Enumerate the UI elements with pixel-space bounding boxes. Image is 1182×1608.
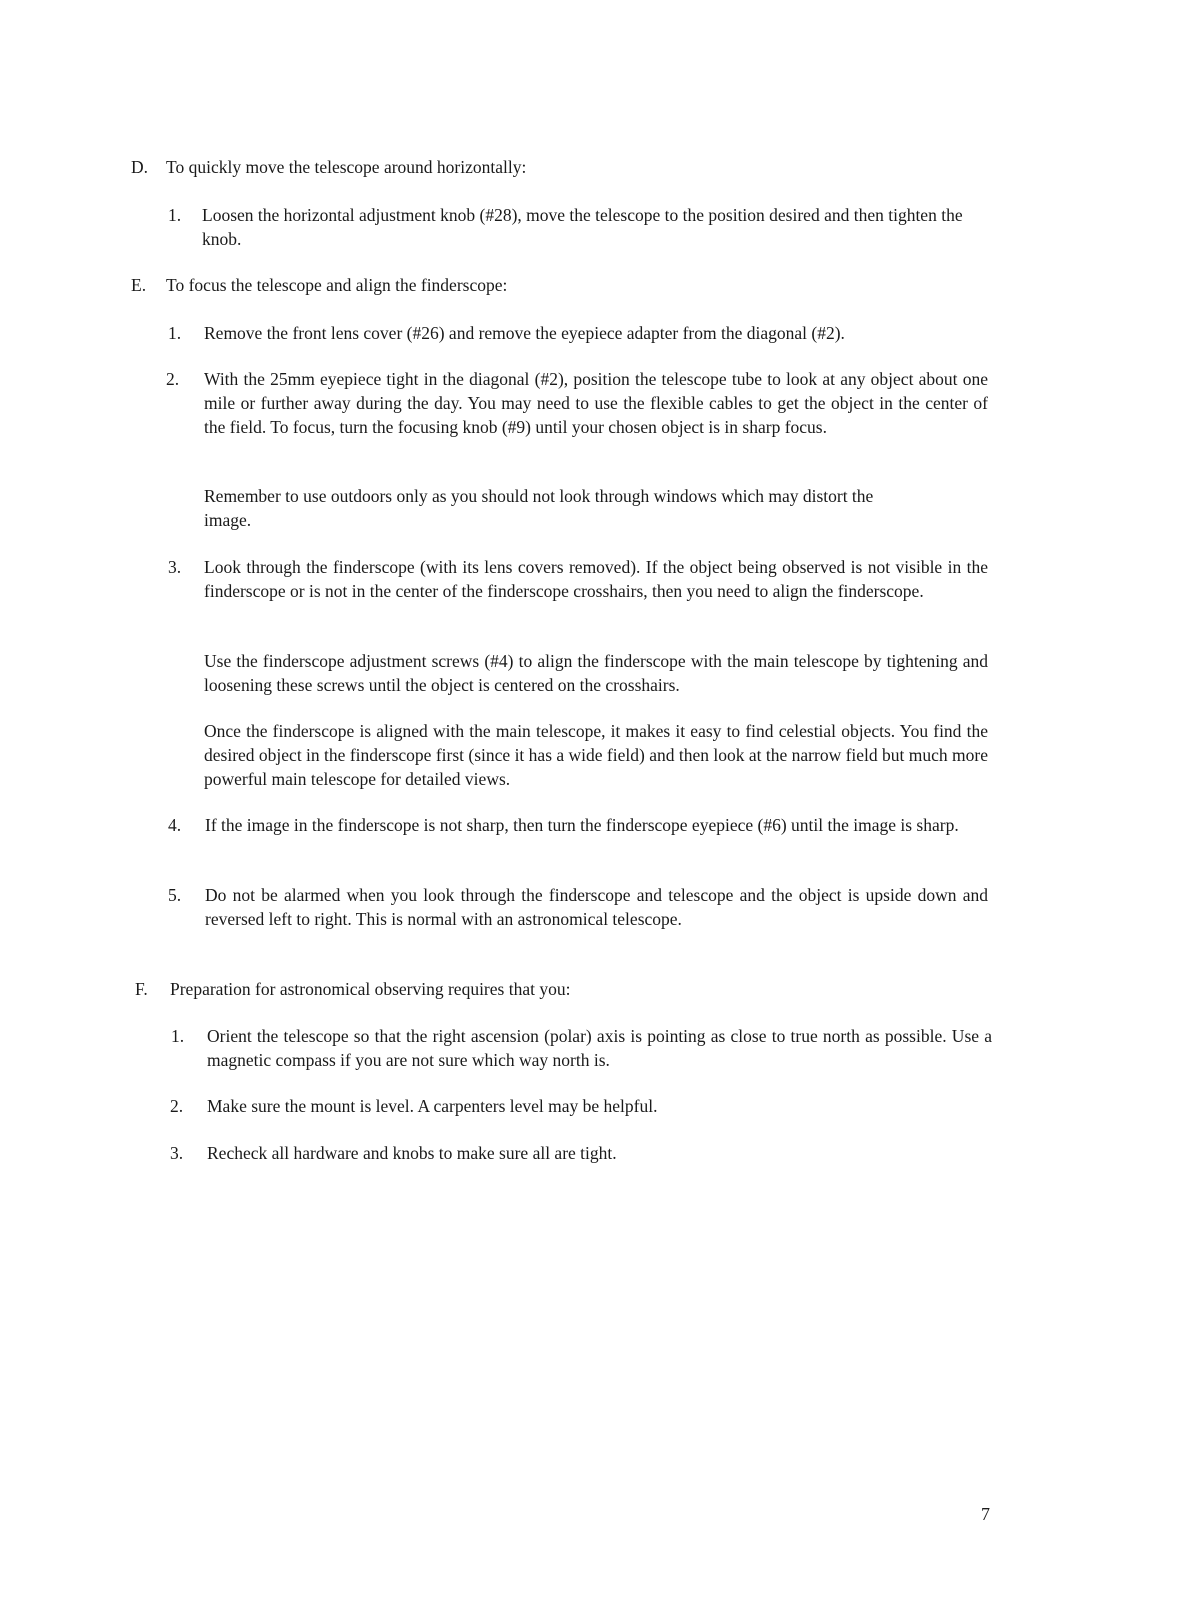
item-paragraph: If the image in the finderscope is not sharp, then turn the finderscope eyepiece (#6) until the image is sharp.: [205, 815, 959, 835]
item-number: 2.: [170, 1096, 184, 1116]
item-number: 1.: [168, 205, 182, 225]
item-number: 1.: [168, 323, 182, 343]
page-number: 7: [981, 1504, 990, 1524]
item-paragraph: With the 25mm eyepiece tight in the diagonal (#2), position the telescope tube to look at any object about one mile or further away during the day. You may need to use the flexible cables to get the object in the center of the field. To focus, turn the focusing knob (#9) until your chosen object is in sharp focus.: [204, 369, 988, 437]
section-heading-d: To quickly move the telescope around horizontally:: [166, 157, 527, 177]
item-paragraph: Do not be alarmed when you look through the finderscope and telescope and the object is upside down and reversed left to right. This is normal with an astronomical telescope.: [205, 885, 988, 929]
item-paragraph: Recheck all hardware and knobs to make sure all are tight.: [207, 1143, 617, 1163]
item-paragraph: Orient the telescope so that the right ascension (polar) axis is pointing as close to true north as possible. Use a magnetic compass if you are not sure which way north is.: [207, 1026, 992, 1070]
section-letter-f: F.: [135, 979, 148, 999]
section-heading-e: To focus the telescope and align the finderscope:: [166, 275, 508, 295]
item-paragraph: Once the finderscope is aligned with the main telescope, it makes it easy to find celestial objects. You find the desired object in the finderscope first (since it has a wide field) and then look at the narrow field but much more powerful main telescope for detailed views.: [204, 721, 988, 789]
item-paragraph: Remove the front lens cover (#26) and remove the eyepiece adapter from the diagonal (#2).: [204, 323, 845, 343]
item-paragraph: Remember to use outdoors only as you should not look through windows which may distort the image.: [204, 486, 874, 530]
item-paragraph: Use the finderscope adjustment screws (#4) to align the finderscope with the main telescope by tightening and loosening these screws until the object is centered on the crosshairs.: [204, 651, 988, 695]
section-letter-e: E.: [131, 275, 147, 295]
item-number: 4.: [168, 815, 182, 835]
item-paragraph: Look through the finderscope (with its lens covers removed). If the object being observed is not visible in the finderscope or is not in the center of the finderscope crosshairs, then you need to align the finderscope.: [204, 557, 988, 601]
item-number: 3.: [170, 1143, 184, 1163]
item-number: 3.: [168, 557, 182, 577]
item-paragraph: Make sure the mount is level. A carpenters level may be helpful.: [207, 1096, 658, 1116]
item-number: 5.: [168, 885, 182, 905]
item-paragraph: Loosen the horizontal adjustment knob (#28), move the telescope to the position desired and then tighten the knob.: [202, 205, 963, 249]
item-number: 2.: [166, 369, 180, 389]
section-letter-d: D.: [131, 157, 149, 177]
section-heading-f: Preparation for astronomical observing requires that you:: [170, 979, 571, 999]
item-number: 1.: [171, 1026, 185, 1046]
